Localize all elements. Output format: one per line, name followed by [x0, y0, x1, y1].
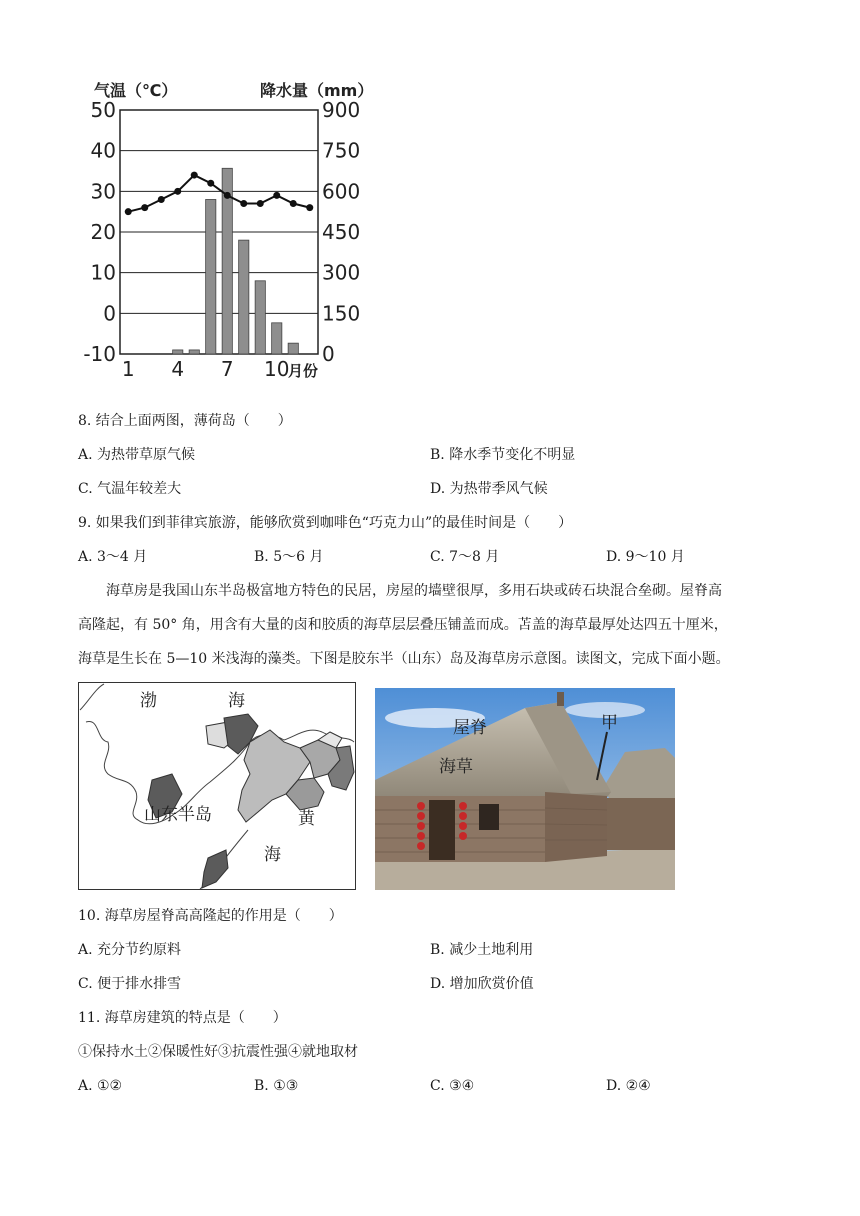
question-9-stem: 9. 如果我们到菲律宾旅游，能够欣赏到咖啡色“巧克力山”的最佳时间是（ ）: [78, 515, 573, 531]
passage: [78, 574, 778, 676]
temperature-point: [174, 188, 181, 195]
temperature-point: [240, 200, 247, 207]
precipitation-bar: [272, 323, 282, 354]
map-label-bohai-1: 渤: [140, 691, 157, 711]
chart-left-tick-label: 40: [90, 138, 116, 163]
temperature-point: [306, 204, 313, 211]
climate-chart: [80, 78, 380, 388]
question-8-option-b[interactable]: B. 降水季节变化不明显: [430, 447, 576, 463]
temperature-point: [273, 192, 280, 199]
chart-x-unit-label: 月份: [288, 362, 319, 380]
chart-right-tick-label: 450: [322, 220, 361, 244]
question-11-option-c[interactable]: C. ③④: [430, 1078, 475, 1094]
question-11-stem: 11. 海草房建筑的特点是（ ）: [78, 1010, 287, 1026]
question-10-option-a[interactable]: A. 充分节约原料: [78, 942, 182, 958]
climate-chart-svg: [80, 78, 380, 388]
photo-label-ridge: 屋脊: [453, 718, 487, 738]
question-8-option-c[interactable]: C. 气温年较差大: [78, 481, 182, 497]
temperature-point: [290, 200, 297, 207]
chart-right-tick-label: 750: [322, 138, 361, 163]
map-label-peninsula: 山东半岛: [144, 805, 212, 825]
passage-line-1: 海草房是我国山东半岛极富地方特色的民居，房屋的墙壁很厚，多用石块或砖石块混合垒砌。屋脊高: [106, 583, 722, 599]
question-8-stem: 8. 结合上面两图，薄荷岛（ ）: [78, 413, 292, 429]
chart-x-tick-label: 4: [171, 357, 185, 381]
photo-label-jia: 甲: [601, 713, 618, 733]
question-11-option-a[interactable]: A. ①②: [78, 1078, 123, 1094]
temperature-point: [207, 180, 214, 187]
chart-right-axis-label: 降水量（mm）: [260, 81, 374, 100]
map-label-yellow-2: 海: [264, 845, 281, 865]
question-10-option-b[interactable]: B. 减少土地利用: [430, 942, 534, 958]
chart-x-tick-label: 1: [121, 357, 135, 381]
question-11-items: ①保持水土②保暖性好③抗震性强④就地取材: [78, 1044, 358, 1060]
question-9-option-a[interactable]: A. 3～4 月: [78, 549, 148, 565]
question-11-option-b[interactable]: B. ①③: [254, 1078, 299, 1094]
chart-left-tick-label: 50: [90, 98, 116, 122]
chart-x-tick-label: 10: [264, 357, 290, 381]
chart-left-tick-label: 10: [90, 260, 116, 285]
chart-left-tick-label: 0: [103, 301, 116, 326]
chart-right-tick-label: 300: [322, 260, 361, 285]
question-10-option-c[interactable]: C. 便于排水排雪: [78, 976, 182, 992]
precipitation-bar: [255, 281, 265, 354]
question-8-option-d[interactable]: D. 为热带季风气候: [430, 481, 548, 497]
map-label-yellow-1: 黄: [298, 809, 315, 829]
question-9-option-c[interactable]: C. 7～8 月: [430, 549, 500, 565]
question-9-option-b[interactable]: B. 5～6 月: [254, 549, 324, 565]
seaweed-house-photo: [375, 688, 675, 890]
temperature-point: [257, 200, 264, 207]
question-8-option-a[interactable]: A. 为热带草原气候: [78, 447, 196, 463]
temperature-point: [158, 196, 165, 203]
photo-label-seaweed: 海草: [439, 757, 473, 777]
passage-line-3: 海草是生长在 5—10 米浅海的藻类。下图是胶东半（山东）岛及海草房示意图。读图文，完成下面小题。: [78, 651, 730, 667]
seaweed-house-photo-svg: [375, 688, 675, 890]
passage-line-2: 高隆起，有 50° 角，用含有大量的卤和胶质的海草层层叠压铺盖而成。苫盖的海草最厚处达四五十厘米，: [78, 617, 728, 633]
question-9-option-d[interactable]: D. 9～10 月: [606, 549, 685, 565]
chart-left-tick-label: -10: [83, 342, 116, 366]
precipitation-bar: [288, 343, 298, 354]
question-11-option-d[interactable]: D. ②④: [606, 1078, 651, 1094]
chart-left-axis-label: 气温（℃）: [94, 81, 178, 100]
map-label-bohai-2: 海: [228, 691, 245, 711]
chart-right-tick-label: 150: [322, 301, 361, 326]
shandong-map: [78, 682, 356, 890]
temperature-point: [191, 172, 198, 179]
precipitation-bar: [206, 199, 216, 354]
chart-right-tick-label: 600: [322, 179, 361, 204]
temperature-point: [224, 192, 231, 199]
chart-x-tick-label: 7: [220, 357, 234, 381]
temperature-point: [125, 208, 132, 215]
precipitation-bar: [173, 350, 183, 354]
shandong-map-svg: [78, 682, 356, 890]
chart-right-tick-label: 900: [322, 98, 361, 122]
precipitation-bar: [239, 240, 249, 354]
precipitation-bar: [189, 350, 199, 354]
question-10-stem: 10. 海草房屋脊高高隆起的作用是（ ）: [78, 908, 343, 924]
chart-right-tick-label: 0: [322, 342, 335, 366]
temperature-point: [141, 204, 148, 211]
chart-left-tick-label: 20: [90, 220, 116, 244]
chart-left-tick-label: 30: [90, 179, 116, 204]
question-10-option-d[interactable]: D. 增加欣赏价值: [430, 976, 534, 992]
